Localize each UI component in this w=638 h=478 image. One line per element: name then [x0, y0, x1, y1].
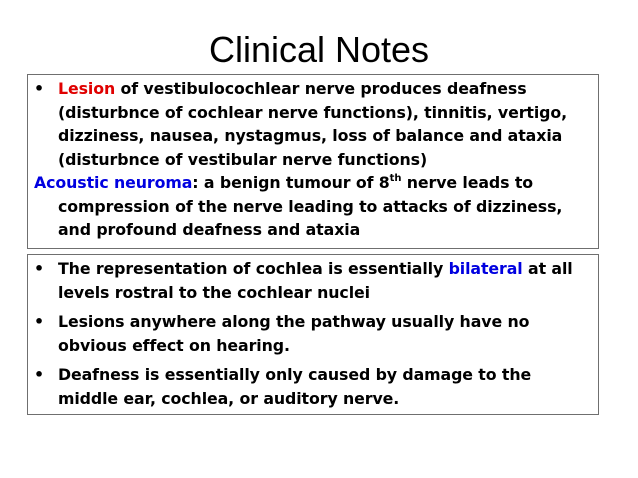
- lesion-text: of vestibulocochlear nerve produces deafness (disturbnce of cochlear nerve functions), tinnitis, vertigo, dizziness, nausea, nystagmus, loss of balance and ataxia (disturbnce of vestibular nerve functions): [58, 79, 568, 169]
- item2-text: Lesions anywhere along the pathway usually have no obvious effect on hearing.: [58, 312, 530, 355]
- lesion-bullet-item: [34, 77, 592, 171]
- bullet-icon: •: [34, 312, 44, 331]
- acoustic-neuroma-text-b: nerve leads to compression of the nerve leading to attacks of dizziness, and profound deafness and ataxia: [58, 173, 563, 239]
- lesions-pathway-item: [34, 310, 592, 357]
- item3-text: Deafness is essentially only caused by damage to the middle ear, cochlea, or auditory nerve.: [58, 365, 532, 408]
- bullet-icon: •: [34, 259, 44, 278]
- slide-title: Clinical Notes: [208, 29, 430, 70]
- acoustic-neuroma-term: Acoustic neuroma: [34, 173, 193, 192]
- bullet-icon: •: [34, 79, 44, 98]
- item1-text-b: at all levels rostral to the cochlear nuclei: [58, 259, 573, 302]
- lesion-term: Lesion: [58, 79, 116, 98]
- auditory-pathway-box: [27, 254, 599, 415]
- deafness-cause-item: [34, 363, 592, 410]
- acoustic-neuroma-item: [34, 171, 592, 242]
- ordinal-superscript: th: [389, 173, 402, 184]
- acoustic-neuroma-text-a: : a benign tumour of 8: [192, 173, 390, 192]
- bilateral-representation-item: [34, 257, 592, 304]
- bullet-icon: •: [34, 365, 44, 384]
- clinical-notes-box: [27, 74, 599, 249]
- item1-text-a: The representation of cochlea is essentially: [58, 259, 449, 278]
- bilateral-term: bilateral: [448, 259, 523, 278]
